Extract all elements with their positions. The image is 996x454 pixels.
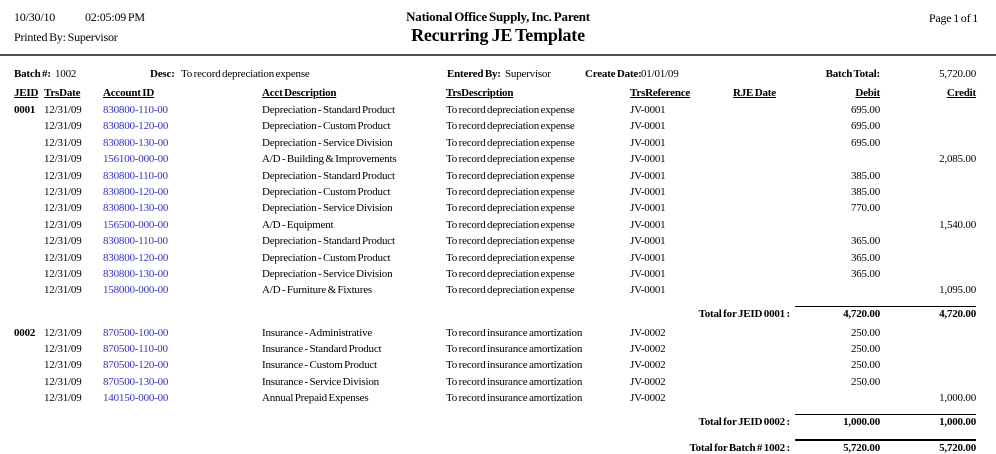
trs-reference-cell: JV-0002 [630,392,666,405]
trs-reference-cell: JV-0002 [630,375,666,388]
jeid-cell [14,376,44,392]
trsdate-cell: 12/31/09 [44,218,82,231]
debit-cell: 695.00 [850,136,880,149]
trsdate-cell: 12/31/09 [44,169,82,182]
account-id-link[interactable]: 830800-130-00 [103,202,169,215]
debit-cell: 770.00 [850,202,880,215]
trs-reference-cell: JV-0001 [630,104,666,116]
trs-description-cell: To record insurance amortization [446,343,583,356]
rje-date-cell [733,219,795,235]
batch-number-label: Batch #: [14,68,51,80]
jeid-total-debit: 4,720.00 [795,306,880,320]
debit-cell: 250.00 [850,326,880,339]
debit-cell: 365.00 [850,267,880,280]
trs-reference-cell: JV-0002 [630,343,666,356]
trs-description-cell: To record insurance amortization [446,359,583,372]
account-id-link[interactable]: 830800-130-00 [103,136,169,149]
rje-date-cell [733,359,795,375]
credit-cell [880,202,976,218]
jeid-total-label: Total for JEID 0001 : [698,307,790,320]
rje-date-cell [733,284,795,300]
table-row [0,252,996,268]
table-row [0,104,996,120]
trs-reference-cell: JV-0001 [630,267,666,280]
trs-reference-cell: JV-0001 [630,218,666,231]
jeid-total-credit: 1,000.00 [880,414,976,428]
debit-cell: 695.00 [850,104,880,116]
trs-reference-cell: JV-0001 [630,202,666,215]
rje-date-cell [733,392,795,408]
table-row [0,284,996,300]
rje-date-cell [733,252,795,268]
account-id-link[interactable]: 156500-000-00 [103,218,169,231]
trs-reference-cell: JV-0002 [630,326,666,339]
trs-description-cell: To record depreciation expense [446,185,575,198]
column-header-credit: Credit [946,87,976,99]
trs-description-cell: To record depreciation expense [446,202,575,215]
rje-date-cell [733,153,795,169]
column-header-rje-date: RJE Date [733,87,776,99]
table-row [0,137,996,153]
trs-description-cell: To record depreciation expense [446,267,575,280]
trsdate-cell: 12/31/09 [44,136,82,149]
trs-description-cell: To record insurance amortization [446,392,583,405]
trsdate-cell: 12/31/09 [44,359,82,372]
trs-reference-cell: JV-0001 [630,251,666,264]
column-header-account-id: Account ID [103,87,155,99]
batch-total-label: Batch Total: [825,68,880,80]
trs-description-cell: To record insurance amortization [446,326,583,339]
batch-info-line [0,68,996,83]
printed-time: 02:05:09 PM [85,10,145,24]
rje-date-cell [733,235,795,251]
account-id-link[interactable]: 140150-000-00 [103,392,169,405]
jeid-total-label: Total for JEID 0002 : [698,415,790,428]
table-row [0,392,996,408]
jeid-cell [14,392,44,408]
create-date-value: 01/01/09 [641,68,679,80]
credit-cell [880,343,976,359]
account-id-link[interactable]: 158000-000-00 [103,284,169,297]
acct-description-cell: A/D - Equipment [262,218,334,231]
jeid-cell [14,268,44,284]
acct-description-cell: Depreciation - Custom Product [262,185,391,198]
account-id-link[interactable]: 830800-110-00 [103,104,168,116]
debit-cell: 385.00 [850,169,880,182]
trs-description-cell: To record depreciation expense [446,136,575,149]
jeid-cell [14,343,44,359]
jeid-total-row [0,409,996,428]
debit-cell: 695.00 [850,120,880,133]
jeid-total-credit: 4,720.00 [880,306,976,320]
debit-cell [795,219,880,235]
jeid-cell [14,170,44,186]
debit-cell [795,153,880,169]
credit-cell [880,137,976,153]
credit-cell: 2,085.00 [939,153,976,166]
company-name: National Office Supply, Inc. Parent [406,9,590,24]
trs-description-cell: To record depreciation expense [446,153,575,166]
rje-date-cell [733,137,795,153]
acct-description-cell: Depreciation - Custom Product [262,251,391,264]
column-header-debit: Debit [855,87,880,99]
row-spacer [0,428,996,435]
desc-label: Desc: [150,68,175,80]
jeid-cell: 0001 [14,104,36,116]
debit-cell: 385.00 [850,185,880,198]
debit-cell: 250.00 [850,359,880,372]
rje-date-cell [733,186,795,202]
credit-cell [880,186,976,202]
trsdate-cell: 12/31/09 [44,104,82,116]
trsdate-cell: 12/31/09 [44,326,82,339]
rje-date-cell [733,120,795,136]
account-id-link[interactable]: 870500-120-00 [103,359,169,372]
rje-date-cell [733,104,795,120]
trsdate-cell: 12/31/09 [44,235,82,248]
jeid-cell [14,219,44,235]
account-id-link[interactable]: 830800-120-00 [103,120,169,133]
debit-cell: 365.00 [850,235,880,248]
trs-reference-cell: JV-0001 [630,136,666,149]
account-id-link[interactable]: 830800-110-00 [103,169,168,182]
batch-number-value: 1002 [55,68,77,80]
rje-date-cell [733,202,795,218]
debit-cell: 250.00 [850,375,880,388]
credit-cell: 1,095.00 [939,284,976,297]
table-row [0,327,996,343]
trsdate-cell: 12/31/09 [44,375,82,388]
table-row [0,186,996,202]
column-header-acct-description: Acct Description [262,87,337,99]
credit-cell [880,104,976,120]
jeid-total-debit: 1,000.00 [795,414,880,428]
account-id-link[interactable]: 830800-120-00 [103,185,169,198]
trs-reference-cell: JV-0001 [630,120,666,133]
page-title: Recurring JE Template [411,25,585,45]
table-row [0,359,996,375]
column-header-row [0,87,996,104]
acct-description-cell: Depreciation - Standard Product [262,104,395,116]
account-id-link[interactable]: 870500-100-00 [103,326,169,339]
account-id-link[interactable]: 870500-110-00 [103,343,168,356]
table-row [0,153,996,169]
jeid-cell [14,235,44,251]
table-row [0,376,996,392]
batch-total-value: 5,720.00 [939,68,976,80]
jeid-cell [14,284,44,300]
batch-total-row-label: Total for Batch # 1002 : [689,441,790,454]
table-row [0,170,996,186]
acct-description-cell: Insurance - Standard Product [262,343,382,356]
trsdate-cell: 12/31/09 [44,120,82,133]
batch-total-row [0,435,996,454]
printed-by: Printed By: Supervisor [14,30,118,44]
trs-description-cell: To record depreciation expense [446,104,575,116]
acct-description-cell: Depreciation - Service Division [262,202,393,215]
table-row [0,219,996,235]
jeid-total-row [0,301,996,320]
jeid-cell [14,120,44,136]
table-row [0,202,996,218]
trsdate-cell: 12/31/09 [44,185,82,198]
table-row [0,120,996,136]
printed-date: 10/30/10 [14,10,56,24]
acct-description-cell: Depreciation - Service Division [262,136,393,149]
rje-date-cell [733,170,795,186]
acct-description-cell: A/D - Building & Improvements [262,153,397,166]
account-id-link[interactable]: 156100-000-00 [103,153,169,166]
rje-date-cell [733,327,795,343]
credit-cell [880,235,976,251]
acct-description-cell: Insurance - Custom Product [262,359,377,372]
batch-total-debit: 5,720.00 [795,439,880,454]
trs-reference-cell: JV-0001 [630,169,666,182]
rje-date-cell [733,376,795,392]
rje-date-cell [733,343,795,359]
credit-cell [880,359,976,375]
jeid-cell [14,186,44,202]
row-spacer [0,320,996,327]
table-row [0,268,996,284]
credit-cell [880,327,976,343]
jeid-cell [14,252,44,268]
page-number: Page 1 of 1 [928,11,978,25]
credit-cell [880,170,976,186]
jeid-cell [14,153,44,169]
account-id-link[interactable]: 830800-130-00 [103,267,169,280]
trsdate-cell: 12/31/09 [44,153,82,166]
credit-cell [880,268,976,284]
batch-total-credit: 5,720.00 [880,439,976,454]
jeid-cell: 0002 [14,326,36,339]
create-date-label: Create Date: [585,68,642,80]
jeid-cell [14,359,44,375]
rje-date-cell [733,268,795,284]
entered-by-value: Supervisor [505,68,551,80]
trs-description-cell: To record depreciation expense [446,218,575,231]
trs-description-cell: To record depreciation expense [446,235,575,248]
trs-description-cell: To record depreciation expense [446,120,575,133]
jeid-cell [14,137,44,153]
trsdate-cell: 12/31/09 [44,267,82,280]
jeid-cell [14,202,44,218]
debit-cell [795,284,880,300]
debit-cell [795,392,880,408]
account-id-link[interactable]: 830800-120-00 [103,251,169,264]
credit-cell: 1,000.00 [939,392,976,405]
acct-description-cell: A/D - Furniture & Fixtures [262,284,372,297]
acct-description-cell: Depreciation - Custom Product [262,120,391,133]
trs-description-cell: To record insurance amortization [446,375,583,388]
trs-description-cell: To record depreciation expense [446,169,575,182]
credit-cell [880,252,976,268]
credit-cell [880,120,976,136]
account-id-link[interactable]: 830800-110-00 [103,235,168,248]
trs-description-cell: To record depreciation expense [446,251,575,264]
trsdate-cell: 12/31/09 [44,202,82,215]
debit-cell: 250.00 [850,343,880,356]
entered-by-label: Entered By: [447,68,501,80]
credit-cell [880,376,976,392]
acct-description-cell: Insurance - Administrative [262,326,373,339]
acct-description-cell: Depreciation - Service Division [262,267,393,280]
table-row [0,343,996,359]
trs-description-cell: To record depreciation expense [446,284,575,297]
trs-reference-cell: JV-0001 [630,284,666,297]
trsdate-cell: 12/31/09 [44,343,82,356]
column-header-jeid: JEID [14,87,39,99]
column-header-trs-reference: TrsReference [630,87,691,99]
desc-value: To record depreciation expense [181,68,310,80]
acct-description-cell: Depreciation - Standard Product [262,169,395,182]
trs-reference-cell: JV-0002 [630,359,666,372]
journal-entry-table [0,104,996,454]
report-header [0,0,996,56]
trsdate-cell: 12/31/09 [44,251,82,264]
credit-cell: 1,540.00 [939,218,976,231]
trsdate-cell: 12/31/09 [44,284,82,297]
trsdate-cell: 12/31/09 [44,392,82,405]
acct-description-cell: Depreciation - Standard Product [262,235,395,248]
trs-reference-cell: JV-0001 [630,153,666,166]
column-header-trs-description: TrsDescription [446,87,514,99]
debit-cell: 365.00 [850,251,880,264]
acct-description-cell: Insurance - Service Division [262,375,379,388]
table-row [0,235,996,251]
account-id-link[interactable]: 870500-130-00 [103,375,169,388]
column-header-trsdate: TrsDate [44,87,81,99]
trs-reference-cell: JV-0001 [630,235,666,248]
acct-description-cell: Annual Prepaid Expenses [262,392,369,405]
trs-reference-cell: JV-0001 [630,185,666,198]
